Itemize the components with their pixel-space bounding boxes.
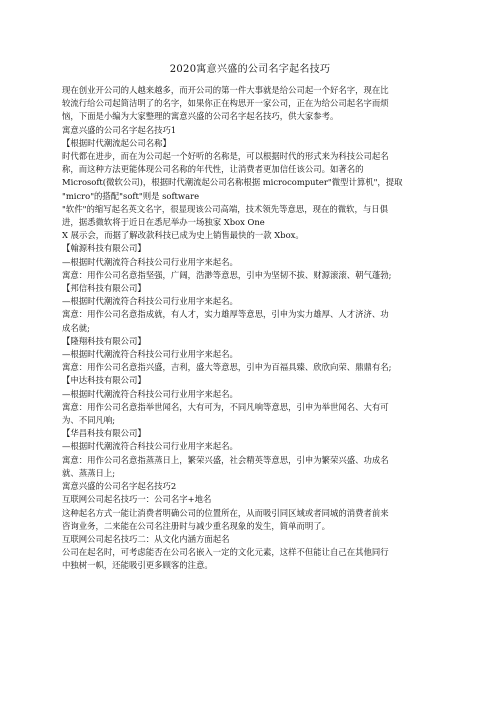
text-line: Microsoft(微软公司)，根据时代潮流起公司名称根据 microcomputer"微型计算机"，提取 [62,177,403,188]
subheading: 【根据时代潮流起公司名称】 [62,137,171,148]
company-heading: 【申达科技有限公司】 [62,375,146,386]
text-line: 中独树一帜，还能吸引更多顾客的注意。 [62,560,213,571]
text-line: 这种起名方式一能让消费者明确公司的位置所在，从而吸引同区域或者同城的消费者前来 [62,507,389,518]
text-line: —根据时代潮流符合科技公司行业用字来起名。 [62,441,238,452]
section-heading: 寓意兴盛的公司名字起名技巧2 [62,481,177,492]
company-heading: 【翰源科技有限公司】 [62,243,146,254]
text-line: 寓意：用作公司名意指举世闻名，大有可为，不同凡响等意思，引申为举世闻名、大有可 [62,401,389,412]
text-line: 恼，下面是小编为大家整理的寓意兴盛的公司名字起名技巧，供大家参考。 [62,111,339,122]
company-heading: 【隆翔科技有限公司】 [62,335,146,346]
text-line: 成名就; [62,322,90,333]
company-heading: 【邦信科技有限公司】 [62,283,146,294]
text-line: 就、蒸蒸日上; [62,467,116,478]
text-line: 寓意：用作公司名意指成就，有人才，实力雄厚等意思，引申为实力雄厚、人才济济、功 [62,309,389,320]
text-line: 较流行给公司起简洁明了的名字，如果你正在构思开一家公司，正在为给公司起名字而烦 [62,98,389,109]
text-line: —根据时代潮流符合科技公司行业用字来起名。 [62,388,238,399]
text-line: 称，而这种方法更能体现公司名称的年代性，让消费者更加信任该公司。如著名的 [62,164,364,175]
tip-heading: 互联网公司起名技巧二：从文化内涵方面起名 [62,533,230,544]
tip-heading: 互联网公司起名技巧一：公司名字+地名 [62,494,212,505]
document-body [62,84,454,573]
text-line: —根据时代潮流符合科技公司行业用字来起名。 [62,256,238,267]
text-line: 寓意：用作公司名意指蒸蒸日上，繁荣兴盛，社会精英等意思，引申为繁荣兴盛、功成名 [62,454,389,465]
text-line: "软件"的缩写起名英文名字，很显现该公司高端，技术领先等意思，现在的微软，与日俱 [62,203,388,214]
text-line: 现在创业开公司的人越来越多，而开公司的第一件大事就是给公司起一个好名字，现在比 [62,85,389,95]
text-line: 咨询业务，二来能在公司名注册时与减少重名现象的发生，简单而明了。 [62,520,330,531]
text-line: 进，据悉微软将于近日在悉尼举办一场独家 Xbox One [62,217,265,228]
text-line: 公司在起名时，可考虑能否在公司名嵌入一定的文化元素，这样不但能让自己在其他同行 [62,547,389,558]
text-line: 寓意：用作公司名意指坚强，广阔，浩渺等意思，引申为坚韧不拔、财源滚滚、朝气蓬勃; [62,269,392,280]
text-line: "micro"的搭配"soft"则是 software [62,190,200,201]
text-line: 时代都在进步，而在为公司起一个好听的名称是，可以根据时代的形式来为科技公司起名 [62,151,389,162]
company-heading: 【华昌科技有限公司】 [62,428,146,439]
text-line: 寓意：用作公司名意指兴盛，吉利，盛大等意思，引申为百福具臻、欣欣向荣、鼎鼎有名; [62,362,392,373]
text-line: 为、不同凡响; [62,415,116,426]
text-line: X 展示会，而据了解改款科技已成为史上销售最快的一款 Xbox。 [62,230,304,241]
section-heading: 寓意兴盛的公司名字起名技巧1 [62,124,177,135]
text-line: —根据时代潮流符合科技公司行业用字来起名。 [62,349,238,360]
text-line: —根据时代潮流符合科技公司行业用字来起名。 [62,296,238,307]
document-title: 2020寓意兴盛的公司名字起名技巧 [169,64,331,75]
